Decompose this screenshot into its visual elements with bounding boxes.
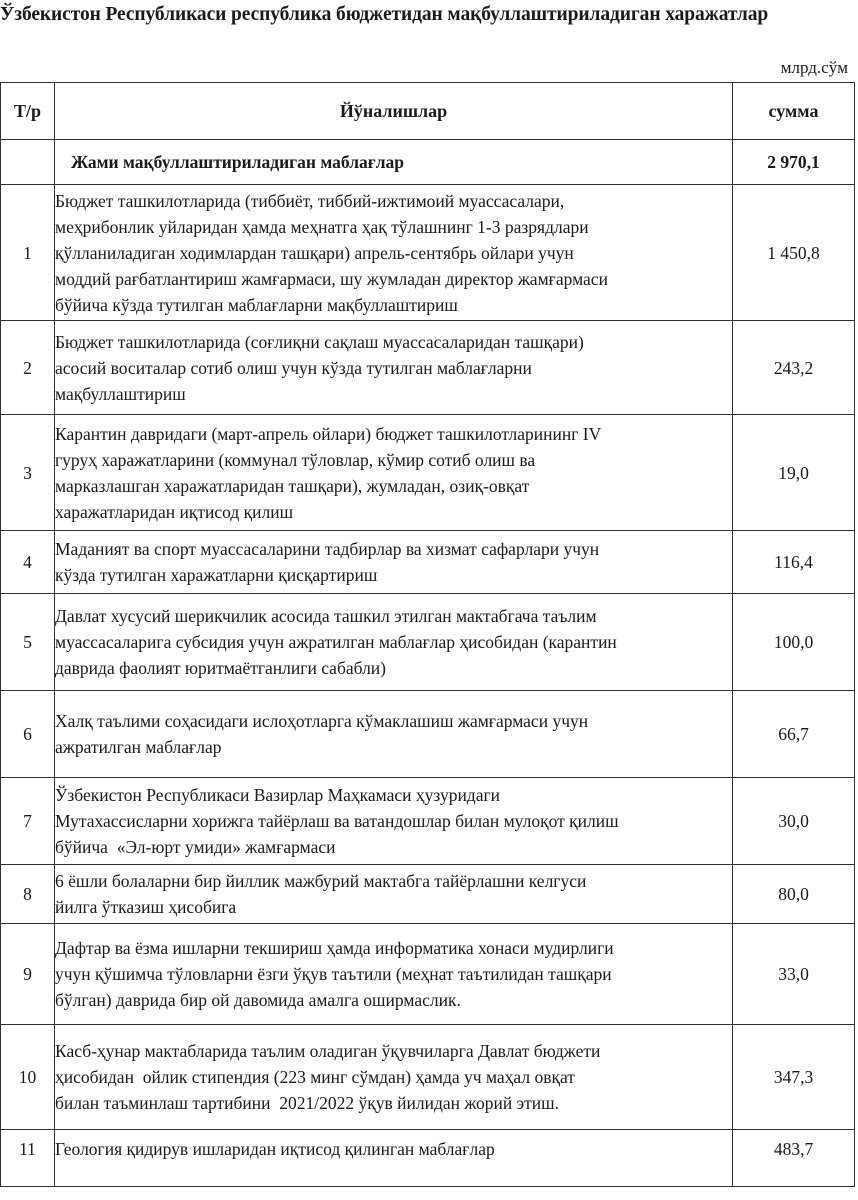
row-number: 2 — [1, 321, 55, 415]
direction-line: Ўзбекистон Республикаси Вазирлар Маҳкамаси ҳузуридаги — [55, 785, 501, 805]
row-sum: 347,3 — [733, 1025, 855, 1130]
row-sum: 1 450,8 — [733, 185, 855, 321]
table-row — [1, 778, 855, 865]
direction-line: Бюджет ташкилотларида (тиббиёт, тиббий-ижтимоий муассасалари, — [55, 190, 565, 211]
row-number: 8 — [1, 865, 55, 924]
total-num-cell — [1, 140, 55, 185]
header-num: Т/р — [1, 83, 55, 140]
total-label: Жами мақбуллаштириладиган маблағлар — [55, 140, 733, 185]
table-row — [1, 924, 855, 1025]
row-sum: 33,0 — [733, 924, 855, 1025]
direction-line: Касб-ҳунар мактабларида таълим оладиган ўқувчиларга Давлат бюджети — [55, 1041, 601, 1061]
direction-line: Мутахассисларни хорижга тайёрлаш ва ватандошлар билан мулоқот қилиш — [55, 811, 619, 831]
row-sum: 66,7 — [733, 691, 855, 778]
row-number: 5 — [1, 594, 55, 691]
total-sum: 2 970,1 — [733, 140, 855, 185]
row-sum: 30,0 — [733, 778, 855, 865]
header-direction: Йўналишлар — [55, 83, 733, 140]
table-row — [1, 865, 855, 924]
direction-line: Бюджет ташкилотларида (соғлиқни сақлаш муассасаларидан ташқари) — [55, 331, 584, 352]
direction-line: учун қўшимча тўловларни ёзги ўқув таътили (меҳнат таътилидан ташқари — [55, 964, 612, 984]
row-direction — [55, 865, 733, 924]
direction-line: асосий воситалар сотиб олиш учун кўзда тутилган маблағларни — [55, 357, 532, 378]
direction-line: Карантин давридаги (март-апрель ойлари) бюджет ташкилотларининг IV — [55, 423, 602, 444]
row-sum: 100,0 — [733, 594, 855, 691]
row-sum: 80,0 — [733, 865, 855, 924]
direction-line: меҳрибонлик уйларидан ҳамда меҳнатга ҳақ тўлашнинг 1-3 разрядлари — [55, 216, 589, 237]
row-direction — [55, 924, 733, 1025]
direction-line: гуруҳ харажатларини (коммунал тўловлар, кўмир сотиб олиш ва — [55, 449, 536, 470]
direction-line: марказлашган харажатларидан ташқари), жумладан, озиқ-овқат — [55, 475, 530, 496]
row-number: 9 — [1, 924, 55, 1025]
direction-line: Халқ таълими соҳасидаги ислоҳотларга кўмаклашиш жамғармаси учун — [55, 711, 589, 731]
table-row — [1, 415, 855, 531]
direction-line: билан таъминлаш тартибини 2021/2022 ўқув йилидан жорий этиш. — [55, 1093, 560, 1113]
direction-line: мақбуллаштириш — [55, 383, 186, 404]
direction-line: бўйича «Эл-юрт умиди» жамғармаси — [55, 837, 336, 857]
row-number: 1 — [1, 185, 55, 321]
row-sum: 483,7 — [733, 1130, 855, 1187]
direction-line: харажатларидан иқтисод қилиш — [55, 501, 294, 522]
direction-line: муассасаларига субсидия учун ажратилган маблағлар ҳисобидан (карантин — [55, 632, 617, 652]
row-number: 7 — [1, 778, 55, 865]
direction-line: йилга ўтказиш ҳисобига — [55, 897, 237, 917]
direction-line: моддий рағбатлантириш жамғармаси, шу жумладан директор жамғармаси — [55, 268, 608, 289]
row-direction — [55, 1130, 733, 1187]
row-direction — [55, 691, 733, 778]
row-number: 6 — [1, 691, 55, 778]
row-sum: 243,2 — [733, 321, 855, 415]
row-direction — [55, 185, 733, 321]
row-direction — [55, 594, 733, 691]
direction-line: ажратилган маблағлар — [55, 737, 222, 757]
direction-line: бўйича кўзда тутилган маблағларни мақбуллаштириш — [55, 294, 458, 315]
direction-line: Геология қидирув ишларидан иқтисод қилинган маблағлар — [55, 1139, 495, 1159]
row-direction — [55, 321, 733, 415]
row-direction — [55, 778, 733, 865]
unit-label: млрд.сўм — [780, 58, 848, 77]
direction-line: Маданият ва спорт муассасаларини тадбирлар ва хизмат сафарлари учун — [55, 539, 600, 559]
row-direction — [55, 531, 733, 594]
direction-line: қўлланиладиган ходимлардан ташқари) апрель-сентябрь ойлари учун — [55, 242, 574, 263]
direction-line: ҳисобидан ойлик стипендия (223 минг сўмдан) ҳамда уч маҳал овқат — [55, 1067, 575, 1087]
budget-table — [0, 82, 855, 1187]
direction-line: Дафтар ва ёзма ишларни текшириш ҳамда информатика хонаси мудирлиги — [55, 938, 614, 958]
direction-line: кўзда тутилган харажатларни қисқартириш — [55, 565, 378, 585]
row-sum: 19,0 — [733, 415, 855, 531]
table-row — [1, 594, 855, 691]
row-number: 4 — [1, 531, 55, 594]
row-sum: 116,4 — [733, 531, 855, 594]
table-row — [1, 185, 855, 321]
table-row — [1, 321, 855, 415]
document-title: Ўзбекистон Республикаси республика бюджетидан мақбуллаштириладиган харажатлар — [0, 4, 769, 25]
header-sum: сумма — [733, 83, 855, 140]
row-number: 3 — [1, 415, 55, 531]
table-header-row — [1, 83, 855, 140]
direction-line: Давлат хусусий шерикчилик асосида ташкил этилган мактабгача таълим — [55, 606, 597, 626]
direction-line: бўлган) даврида бир ой давомида амалга оширмаслик. — [55, 990, 461, 1010]
table-row — [1, 1130, 855, 1187]
direction-line: даврида фаолият юритмаётганлиги сабабли) — [55, 658, 387, 678]
table-row — [1, 531, 855, 594]
table-row — [1, 1025, 855, 1130]
direction-line: 6 ёшли болаларни бир йиллик мажбурий мактабга тайёрлашни келгуси — [55, 871, 587, 891]
row-number: 10 — [1, 1025, 55, 1130]
row-direction — [55, 415, 733, 531]
total-row — [1, 140, 855, 185]
row-direction — [55, 1025, 733, 1130]
table-row — [1, 691, 855, 778]
row-number: 11 — [1, 1130, 55, 1187]
